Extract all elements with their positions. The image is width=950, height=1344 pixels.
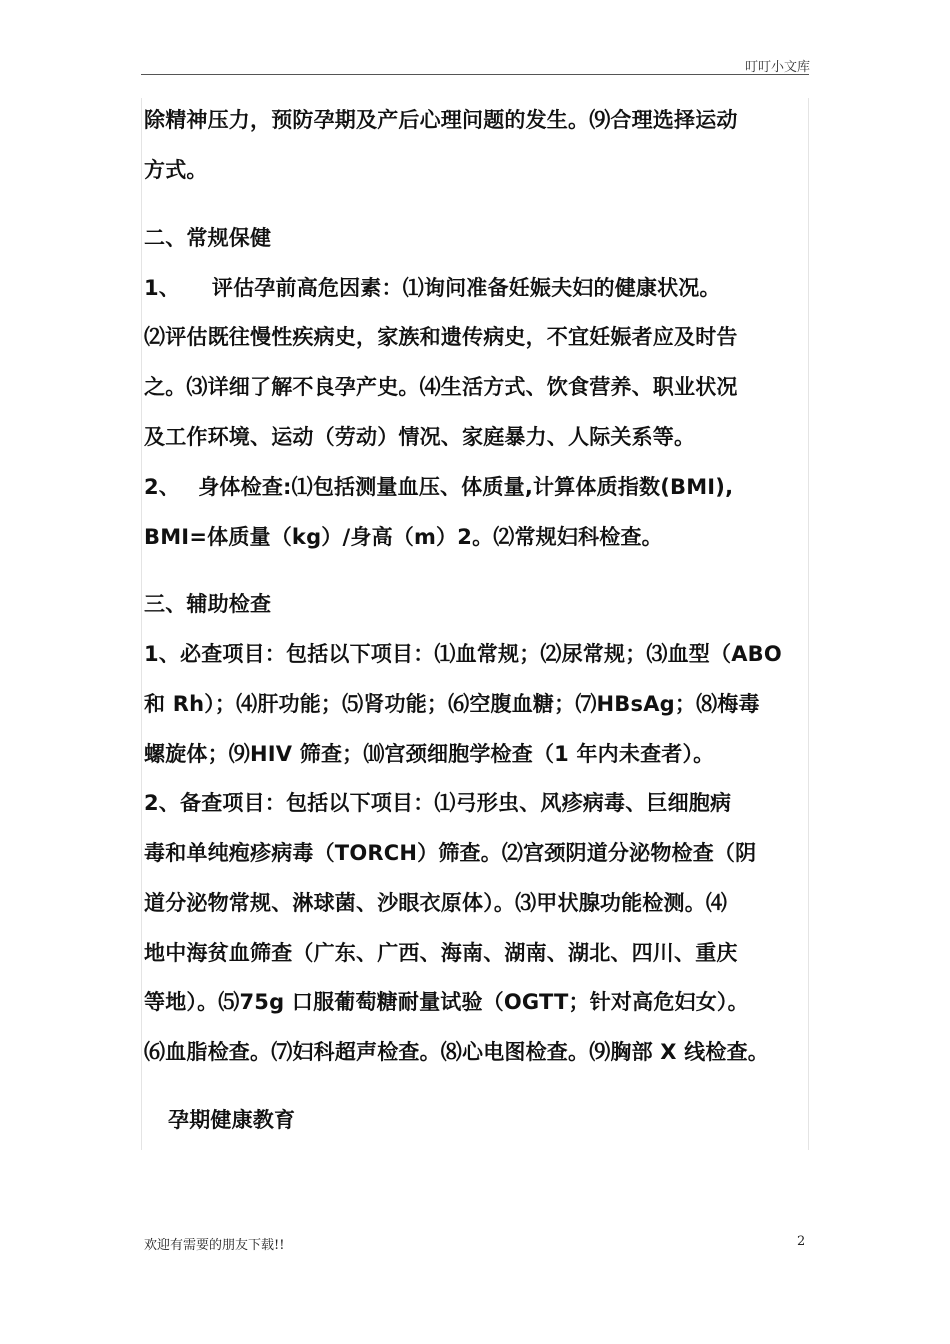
header-divider bbox=[141, 74, 809, 75]
text-line: ⑵评估既往慢性疾病史，家族和遗传病史，不宜妊娠者应及时告 bbox=[144, 325, 738, 349]
text-line: 等地）。⑸75g 口服葡萄糖耐量试验（OGTT；针对高危妇女）。 bbox=[144, 990, 749, 1014]
text-line: 和 Rh）；⑷肝功能；⑸肾功能；⑹空腹血糖；⑺HBsAg；⑻梅毒 bbox=[144, 692, 760, 716]
text-line: 2、备查项目：包括以下项目：⑴弓形虫、风疹病毒、巨细胞病 bbox=[144, 791, 732, 815]
text-line: 1、必查项目：包括以下项目：⑴血常规；⑵尿常规；⑶血型（ABO bbox=[144, 642, 782, 666]
section-heading-routine-care: 二、常规保健 bbox=[144, 226, 272, 250]
header-site-name: 叮叮小文库 bbox=[744, 60, 810, 75]
text-line: 2、 身体检查:⑴包括测量血压、体质量,计算体质指数(BMI), bbox=[144, 475, 734, 499]
text-line: 地中海贫血筛查（广东、广西、海南、湖南、湖北、四川、重庆 bbox=[144, 941, 738, 965]
text-line: 道分泌物常规、淋球菌、沙眼衣原体）。⑶甲状腺功能检测。⑷ bbox=[144, 891, 728, 915]
text-line: 除精神压力，预防孕期及产后心理问题的发生。⑼合理选择运动 bbox=[144, 108, 738, 132]
page-number: 2 bbox=[797, 1234, 806, 1249]
text-line: BMI=体质量（kg）/身高（m）2。⑵常规妇科检查。 bbox=[144, 525, 663, 549]
section-heading-pregnancy-education: 孕期健康教育 bbox=[168, 1108, 296, 1132]
text-line: 之。⑶详细了解不良孕产史。⑷生活方式、饮食营养、职业状况 bbox=[144, 375, 738, 399]
text-line: 及工作环境、运动（劳动）情况、家庭暴力、人际关系等。 bbox=[144, 425, 696, 449]
footer-note: 欢迎有需要的朋友下载!! bbox=[144, 1238, 285, 1253]
text-line: 1、 评估孕前高危因素：⑴询问准备妊娠夫妇的健康状况。 bbox=[144, 276, 721, 300]
text-line: 毒和单纯疱疹病毒（TORCH）筛查。⑵宫颈阴道分泌物检查（阴 bbox=[144, 841, 757, 865]
text-line: 螺旋体；⑼HIV 筛查；⑽宫颈细胞学检查（1 年内未查者）。 bbox=[144, 742, 715, 766]
text-line: ⑹血脂检查。⑺妇科超声检查。⑻心电图检查。⑼胸部 X 线检查。 bbox=[144, 1040, 770, 1064]
section-heading-auxiliary-exam: 三、辅助检查 bbox=[144, 592, 272, 616]
text-line: 方式。 bbox=[144, 158, 208, 182]
